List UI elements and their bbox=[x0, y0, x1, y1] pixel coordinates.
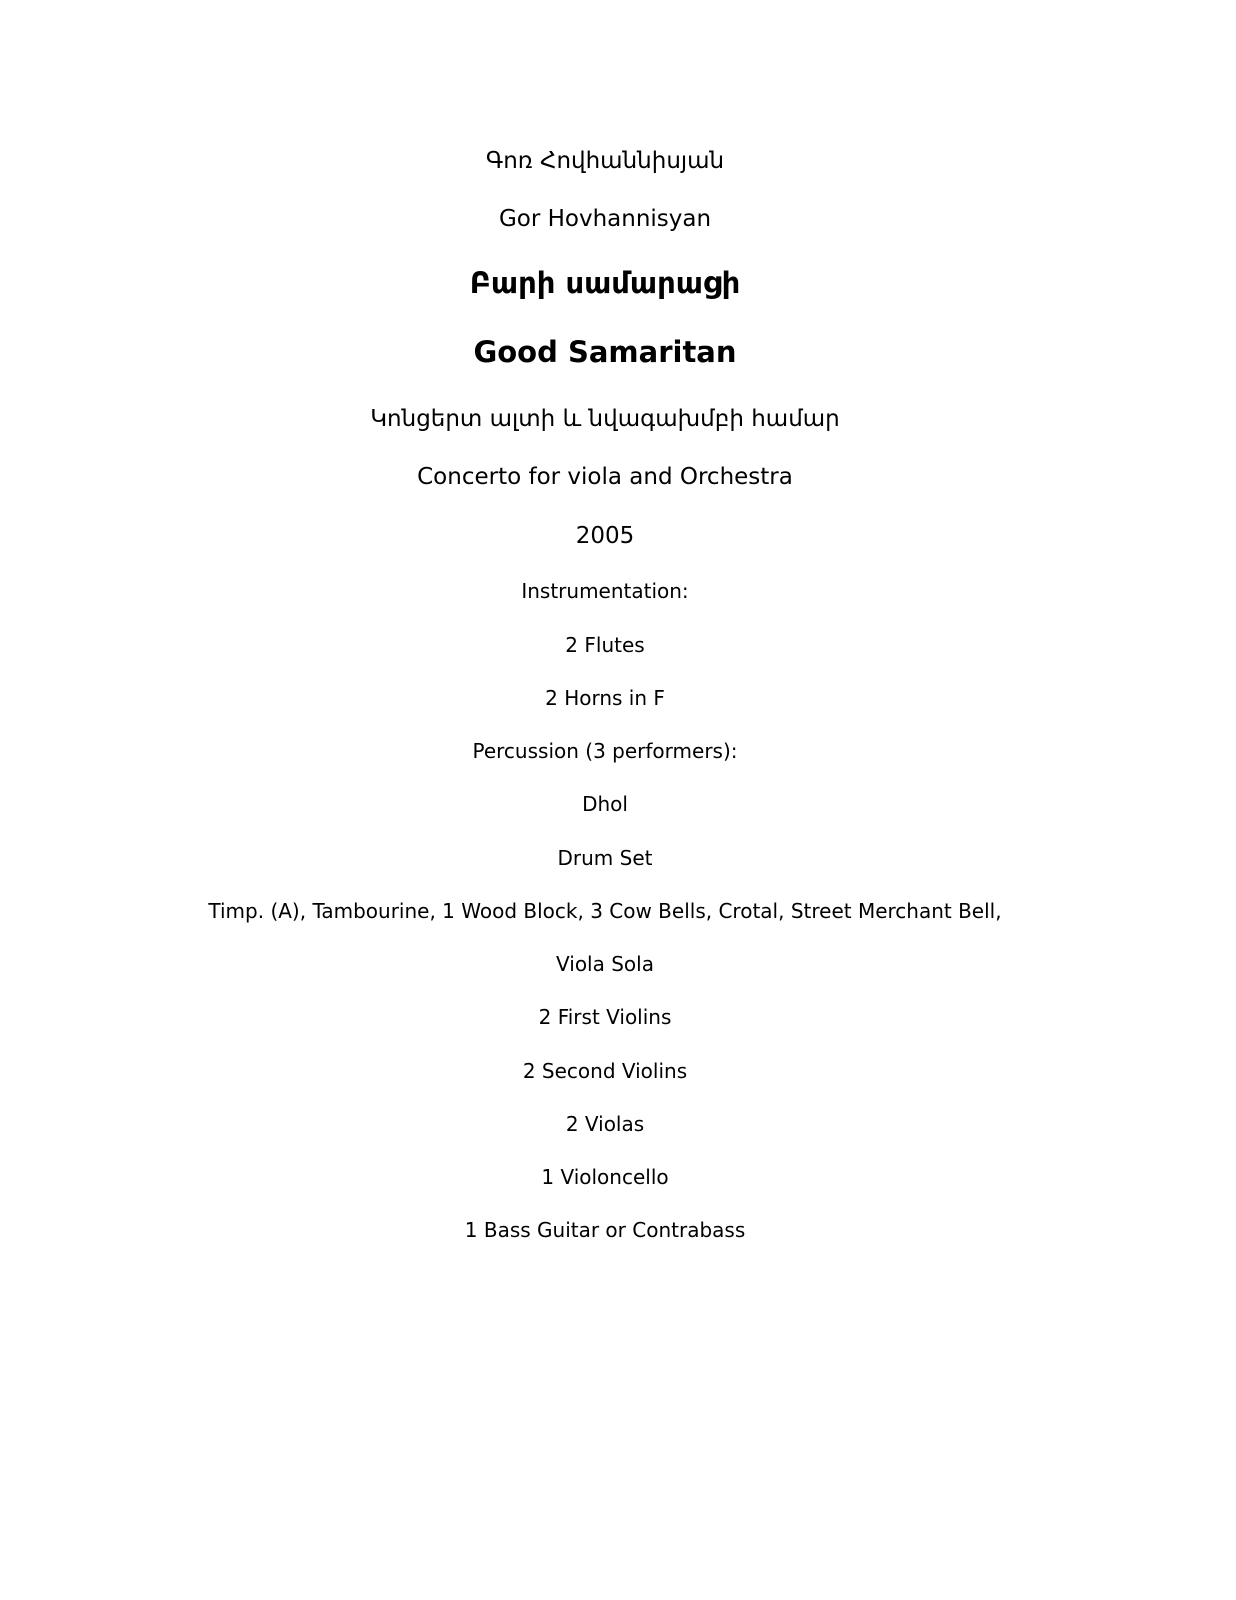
work-title-armenian: Բարի սամարացի bbox=[469, 266, 741, 300]
instrument-item: 1 Bass Guitar or Contrabass bbox=[464, 1218, 746, 1242]
work-subtitle-armenian: Կոնցերտ ալտի և նվագախմբի համար bbox=[370, 406, 840, 432]
instrument-item: 2 Horns in F bbox=[545, 686, 665, 710]
instrument-item: Percussion (3 performers): bbox=[472, 739, 738, 763]
instrument-item: 2 First Violins bbox=[538, 1005, 672, 1029]
composer-name-english: Gor Hovhannisyan bbox=[498, 206, 712, 232]
instrument-item: Viola Sola bbox=[556, 952, 654, 976]
work-subtitle-english: Concerto for viola and Orchestra bbox=[417, 464, 793, 490]
instrument-item: 2 Second Violins bbox=[522, 1059, 688, 1083]
instrument-item: Timp. (A), Tambourine, 1 Wood Block, 3 Cow Bells, Crotal, Street Merchant Bell, bbox=[208, 899, 1002, 923]
composition-year: 2005 bbox=[575, 523, 635, 549]
composer-name-armenian: Գոռ Հովհաննիսյան bbox=[485, 148, 725, 174]
instrument-item: 2 Violas bbox=[565, 1112, 645, 1136]
instrument-item: Dhol bbox=[582, 792, 628, 816]
work-title-english: Good Samaritan bbox=[473, 335, 737, 369]
instrument-item: 2 Flutes bbox=[565, 633, 645, 657]
instrument-item: Drum Set bbox=[557, 846, 653, 870]
instrument-item: 1 Violoncello bbox=[541, 1165, 669, 1189]
instrumentation-heading: Instrumentation: bbox=[521, 579, 689, 603]
